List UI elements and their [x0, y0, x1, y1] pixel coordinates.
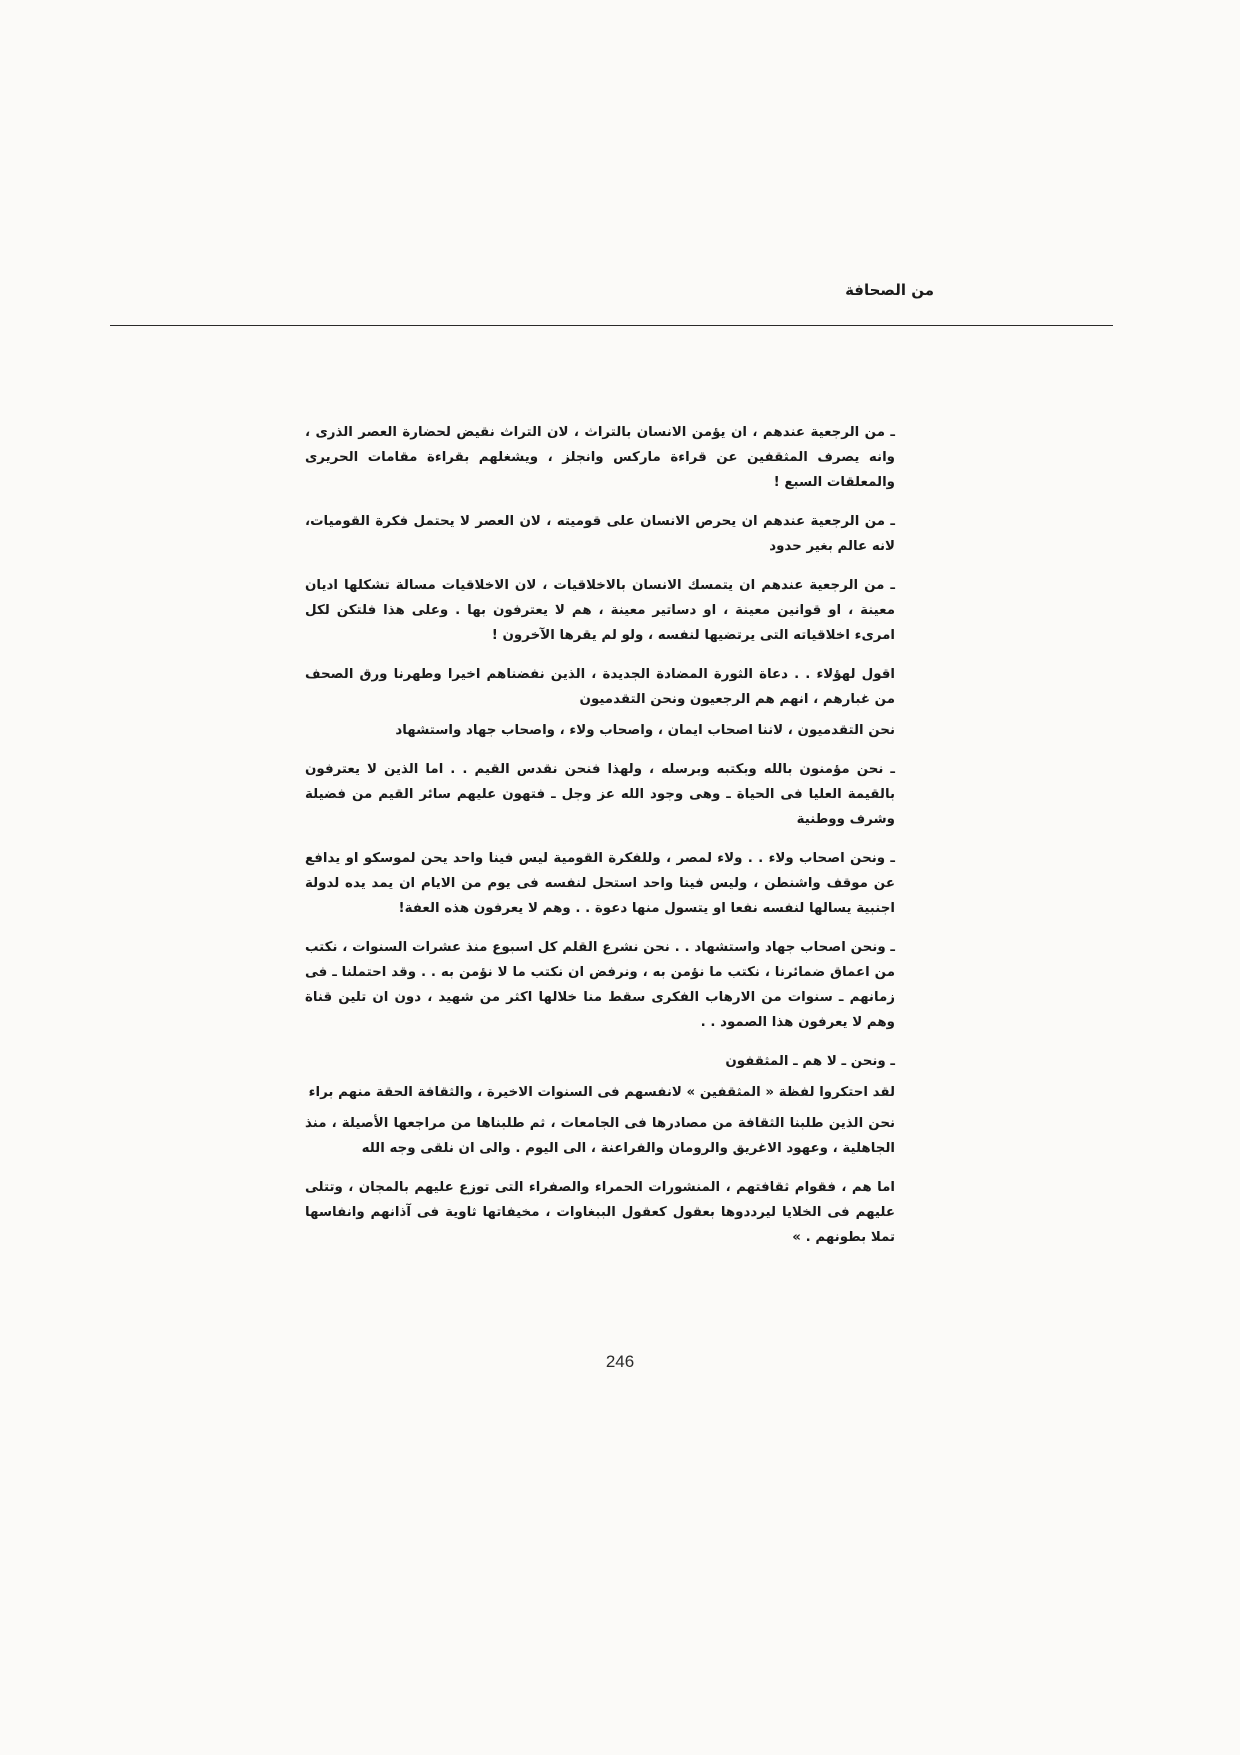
article-body [305, 420, 895, 1264]
running-header: من الصحافة [845, 281, 934, 299]
paragraph-their-culture: اما هم ، فقوام ثقافتهم ، المنشورات الحمراء والصفراء التى توزع عليهم بالمجان ، وتتلى عليهم فى الخلايا ليرددوها بعقول كعقول الببغاوات ، مخيفاتها ثاوية فى آذانهم وانفاسها تملا بطونهم . » [305, 1180, 895, 1245]
paragraph-struggle: ـ ونحن اصحاب جهاد واستشهاد . . نحن نشرع القلم كل اسبوع منذ عشرات السنوات ، نكتب من اعماق ضمائرنا ، نكتب ما نؤمن به ، ونرفض ان نكتب ما لا نؤمن به . . وقد احتملنا ـ فى زمانهم ـ سنوات من الارهاب الفكرى سقط منا خلالها اكثر من شهيد ، دون ان تلين قناة وهم لا يعرفون هذا الصمود . . [305, 940, 895, 1030]
paragraph-progressives: نحن التقدميون ، لاننا اصحاب ايمان ، واصحاب ولاء ، واصحاب جهاد واستشهاد [395, 723, 895, 738]
paragraph-education: نحن الذين طلبنا الثقافة من مصادرها فى الجامعات ، ثم طلبناها من مراجعها الأصيلة ، منذ الجاهلية ، وعهود الاغريق والرومان والفراعنة ، الى اليوم . والى ان نلقى وجه الله [305, 1116, 895, 1156]
paragraph-ethics: ـ من الرجعية عندهم ان يتمسك الانسان بالاخلاقيات ، لان الاخلاقيات مسالة تشكلها اديان معينة ، او قوانين معينة ، او دساتير معينة ، هم لا يعترفون بها . وعلى هذا فلتكن لكل امرىء اخلاقياته التى يرتضيها لنفسه ، ولو لم يقرها الآخرون ! [305, 578, 895, 643]
paragraph-reply: اقول لهؤلاء . . دعاة الثورة المضادة الجديدة ، الذين نفضناهم اخيرا وطهرنا ورق الصحف من غبارهم ، انهم هم الرجعيون ونحن التقدميون [305, 667, 895, 707]
paragraph-nationalism: ـ من الرجعية عندهم ان يحرص الانسان على قوميته ، لان العصر لا يحتمل فكرة القوميات، لانه عالم بغير حدود [305, 514, 895, 554]
header-rule [110, 325, 1113, 326]
paragraph-faith: ـ نحن مؤمنون بالله وبكتبه وبرسله ، ولهذا فنحن نقدس القيم . . اما الذين لا يعترفون بالقيمة العليا فى الحياة ـ وهى وجود الله عز وجل ـ فتهون عليهم سائر القيم من فضيلة وشرف ووطنية [305, 762, 895, 827]
paragraph-tradition: ـ من الرجعية عندهم ، ان يؤمن الانسان بالتراث ، لان التراث نقيض لحضارة العصر الذرى ، وانه يصرف المثقفين عن قراءة ماركس وانجلز ، ويشغلهم بقراءة مقامات الحريرى والمعلقات السبع ! [305, 425, 895, 490]
paragraph-intellectuals: ـ ونحن ـ لا هم ـ المثقفون [725, 1054, 895, 1069]
page-number: 246 [605, 1352, 635, 1371]
paragraph-loyalty: ـ ونحن اصحاب ولاء . . ولاء لمصر ، وللفكرة القومية ليس فينا واحد يحن لموسكو او يدافع عن موقف واشنطن ، وليس فينا واحد استحل لنفسه فى يوم من الايام ان يمد يده لدولة اجنبية يسالها لنفسه نفعا او يتسول منها دعوة . . وهم لا يعرفون هذه العفة! [305, 851, 895, 916]
paragraph-monopoly: لقد احتكروا لفظة « المثقفين » لانفسهم فى السنوات الاخيرة ، والثقافة الحقة منهم براء [308, 1085, 895, 1100]
